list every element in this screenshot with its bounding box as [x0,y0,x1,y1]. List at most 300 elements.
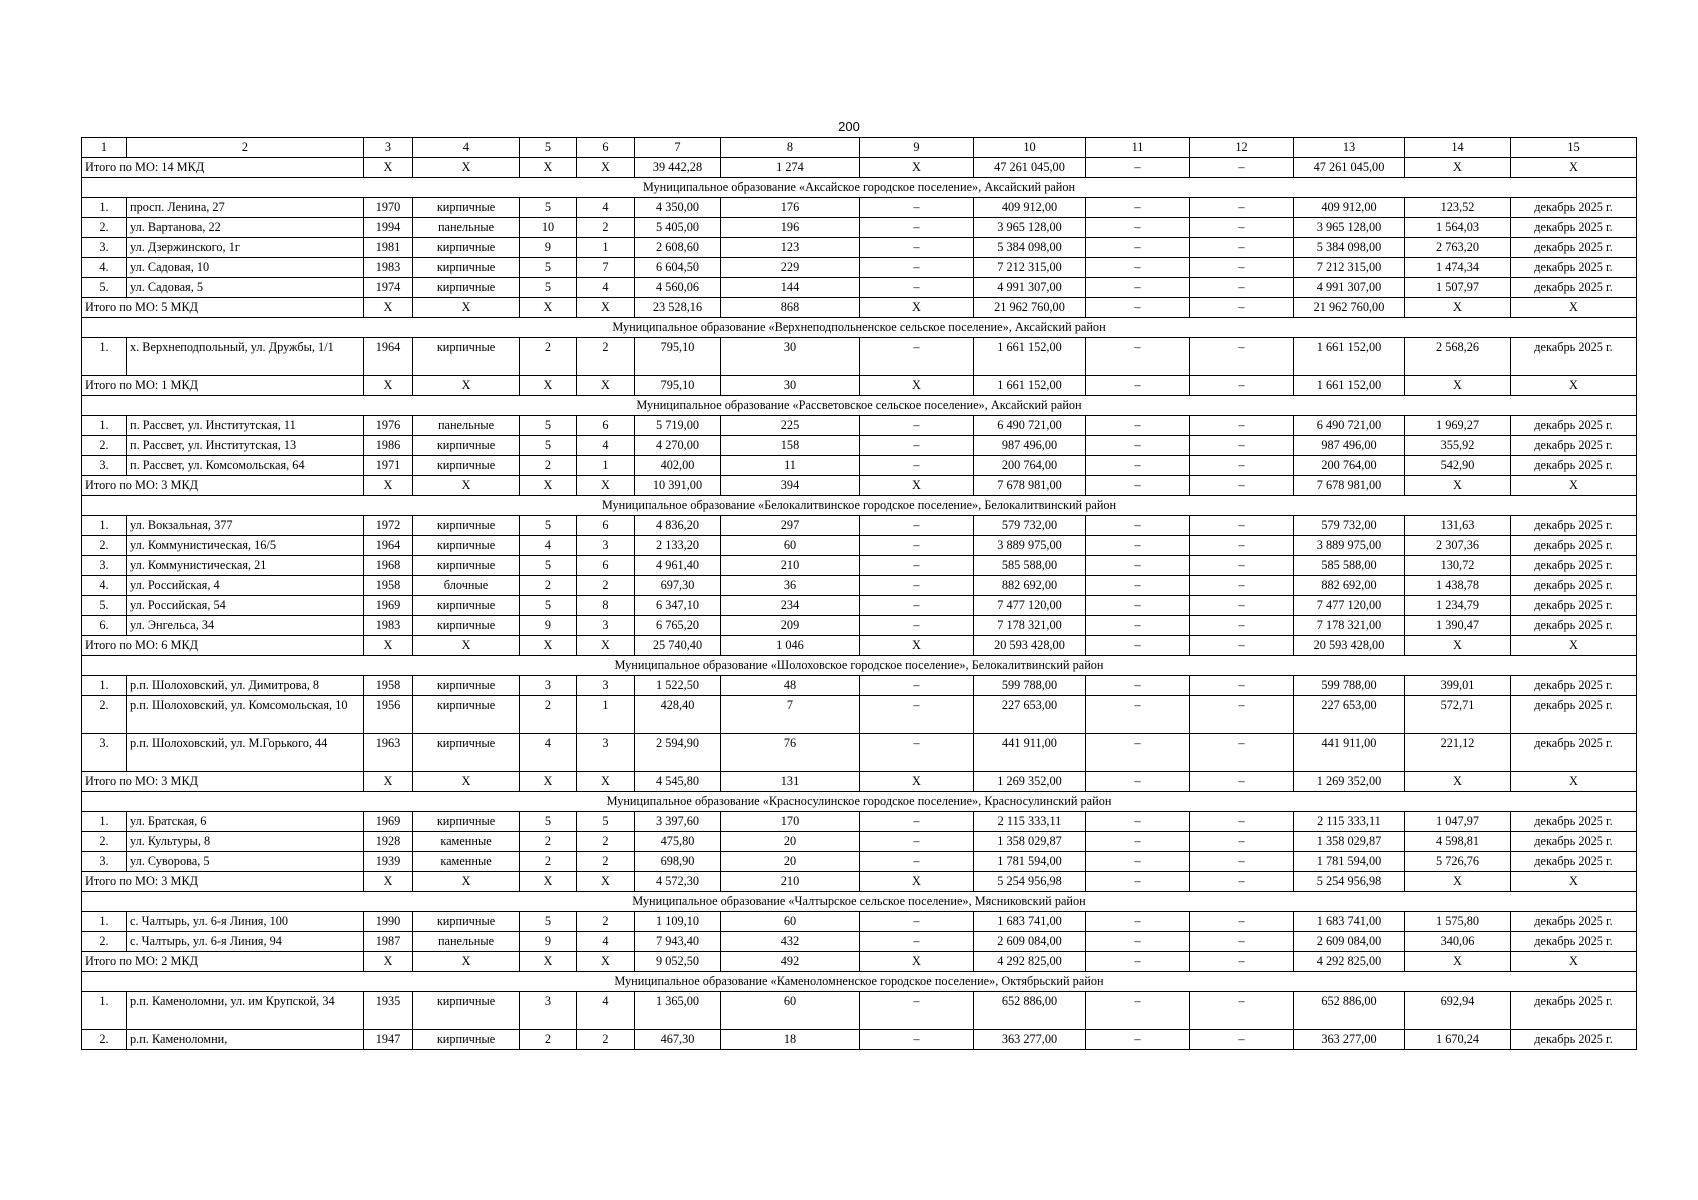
data-cell: 6 604,50 [635,258,721,278]
section-title: Муниципальное образование «Шолоховское городское поселение», Белокалитвинский район [82,656,1637,676]
data-cell: – [1190,416,1294,436]
data-cell: 4 350,00 [635,198,721,218]
data-cell: 221,12 [1405,734,1511,772]
total-cell: X [364,476,413,496]
total-cell: 7 678 981,00 [1294,476,1405,496]
data-cell: – [860,258,974,278]
data-cell: 3 [577,616,635,636]
data-cell: 5 384 098,00 [974,238,1086,258]
data-cell: 1956 [364,696,413,734]
data-cell: 2 609 084,00 [974,932,1086,952]
data-cell: кирпичные [413,992,520,1030]
data-cell: 1 683 741,00 [1294,912,1405,932]
total-cell: X [1405,298,1511,318]
data-cell: – [1086,576,1190,596]
row-number: 2. [82,536,127,556]
data-cell: – [1190,932,1294,952]
total-cell: – [1190,298,1294,318]
data-cell: – [860,576,974,596]
total-row [82,476,1637,496]
column-number-cell: 3 [364,138,413,158]
total-cell: – [1086,872,1190,892]
data-cell: 123 [721,238,860,258]
total-cell: X [413,376,520,396]
total-cell: X [577,158,635,178]
data-cell: 692,94 [1405,992,1511,1030]
data-cell: – [860,278,974,298]
total-cell: 4 545,80 [635,772,721,792]
data-cell: 2 568,26 [1405,338,1511,376]
data-cell: 363 277,00 [974,1030,1086,1050]
total-cell: 4 572,30 [635,872,721,892]
data-cell: – [1190,696,1294,734]
data-cell: кирпичные [413,238,520,258]
total-cell: 1 269 352,00 [1294,772,1405,792]
data-cell: – [1086,676,1190,696]
total-cell: X [364,158,413,178]
row-number: 6. [82,616,127,636]
data-cell: 1939 [364,852,413,872]
data-cell: – [1086,416,1190,436]
column-number-cell: 10 [974,138,1086,158]
column-number-cell: 15 [1511,138,1637,158]
data-cell: кирпичные [413,436,520,456]
table-row [82,676,1637,696]
data-cell: декабрь 2025 г. [1511,238,1637,258]
data-cell: – [1190,812,1294,832]
total-cell: X [413,298,520,318]
data-cell: – [1086,556,1190,576]
section-title: Муниципальное образование «Верхнеподпольненское сельское поселение», Аксайский район [82,318,1637,338]
data-cell: 4 598,81 [1405,832,1511,852]
data-cell: 5 [520,198,577,218]
row-number: 3. [82,734,127,772]
column-number-cell: 12 [1190,138,1294,158]
address-cell: р.п. Шолоховский, ул. Комсомольская, 10 [127,696,364,734]
data-cell: – [1190,676,1294,696]
data-cell: 1 522,50 [635,676,721,696]
data-cell: – [860,1030,974,1050]
address-cell: х. Верхнеподпольный, ул. Дружбы, 1/1 [127,338,364,376]
section-row [82,656,1637,676]
data-cell: 1958 [364,676,413,696]
total-cell: 4 292 825,00 [974,952,1086,972]
data-cell: 1972 [364,516,413,536]
total-cell: X [364,952,413,972]
data-cell: 355,92 [1405,436,1511,456]
data-cell: 3 [577,536,635,556]
column-number-cell: 2 [127,138,364,158]
data-cell: – [1190,1030,1294,1050]
data-cell: – [860,238,974,258]
total-cell: 868 [721,298,860,318]
data-cell: 234 [721,596,860,616]
data-cell: – [1190,536,1294,556]
data-cell: 5 [520,556,577,576]
data-cell: – [860,676,974,696]
row-number: 2. [82,1030,127,1050]
data-cell: – [860,912,974,932]
total-label: Итого по МО: 3 МКД [82,772,364,792]
row-number: 2. [82,832,127,852]
data-cell: 227 653,00 [974,696,1086,734]
row-number: 3. [82,556,127,576]
data-cell: 1994 [364,218,413,238]
data-cell: кирпичные [413,556,520,576]
data-cell: 599 788,00 [974,676,1086,696]
data-cell: 1981 [364,238,413,258]
data-cell: – [1190,338,1294,376]
data-cell: – [1086,238,1190,258]
address-cell: ул. Вартанова, 22 [127,218,364,238]
section-title: Муниципальное образование «Каменоломненское городское поселение», Октябрьский район [82,972,1637,992]
data-cell: 60 [721,536,860,556]
data-cell: 4 [577,198,635,218]
address-cell: ул. Садовая, 10 [127,258,364,278]
data-cell: кирпичные [413,676,520,696]
total-cell: X [577,952,635,972]
total-cell: 21 962 760,00 [974,298,1086,318]
data-cell: 11 [721,456,860,476]
data-cell: 2 [577,1030,635,1050]
total-cell: – [1086,772,1190,792]
data-cell: декабрь 2025 г. [1511,676,1637,696]
section-row [82,792,1637,812]
data-cell: – [860,696,974,734]
data-cell: кирпичные [413,278,520,298]
data-cell: – [1190,596,1294,616]
table-row [82,278,1637,298]
total-cell: X [520,376,577,396]
column-number-cell: 1 [82,138,127,158]
data-cell: – [1086,616,1190,636]
column-number-row [82,138,1637,158]
data-cell: 1983 [364,616,413,636]
data-cell: 987 496,00 [974,436,1086,456]
total-cell: X [577,298,635,318]
total-cell: – [1190,772,1294,792]
total-row [82,158,1637,178]
data-cell: декабрь 2025 г. [1511,416,1637,436]
data-cell: 3 397,60 [635,812,721,832]
total-cell: X [860,158,974,178]
data-cell: 599 788,00 [1294,676,1405,696]
row-number: 3. [82,852,127,872]
data-cell: 1964 [364,338,413,376]
data-cell: 1 358 029,87 [1294,832,1405,852]
data-cell: 2 [520,576,577,596]
data-cell: 697,30 [635,576,721,596]
table-row [82,932,1637,952]
table-row [82,596,1637,616]
data-cell: 1 683 741,00 [974,912,1086,932]
table-row [82,238,1637,258]
total-cell: X [860,952,974,972]
total-cell: 20 593 428,00 [1294,636,1405,656]
data-cell: декабрь 2025 г. [1511,536,1637,556]
data-cell: 441 911,00 [974,734,1086,772]
table-row [82,338,1637,376]
total-cell: X [1405,952,1511,972]
data-cell: 1 234,79 [1405,596,1511,616]
total-cell: X [577,772,635,792]
total-cell: X [577,872,635,892]
data-cell: декабрь 2025 г. [1511,992,1637,1030]
data-cell: 1969 [364,812,413,832]
total-cell: 10 391,00 [635,476,721,496]
data-cell: – [1086,338,1190,376]
data-cell: 1 [577,238,635,258]
data-cell: 1976 [364,416,413,436]
total-cell: 39 442,28 [635,158,721,178]
data-cell: 2 115 333,11 [1294,812,1405,832]
data-cell: кирпичные [413,338,520,376]
data-cell: 363 277,00 [1294,1030,1405,1050]
data-cell: 6 347,10 [635,596,721,616]
total-cell: X [413,872,520,892]
data-cell: 698,90 [635,852,721,872]
total-cell: 795,10 [635,376,721,396]
address-cell: ул. Дзержинского, 1г [127,238,364,258]
data-cell: 2 307,36 [1405,536,1511,556]
data-cell: 1928 [364,832,413,852]
row-number: 1. [82,516,127,536]
total-cell: 20 593 428,00 [974,636,1086,656]
column-number-cell: 4 [413,138,520,158]
section-title: Муниципальное образование «Белокалитвинское городское поселение», Белокалитвинский район [82,496,1637,516]
total-cell: X [577,636,635,656]
total-cell: X [364,298,413,318]
data-cell: – [1086,456,1190,476]
data-cell: 20 [721,852,860,872]
row-number: 1. [82,676,127,696]
data-cell: декабрь 2025 г. [1511,456,1637,476]
data-cell: 1935 [364,992,413,1030]
data-cell: 5 [520,416,577,436]
total-cell: 1 661 152,00 [974,376,1086,396]
data-cell: 467,30 [635,1030,721,1050]
data-cell: 9 [520,238,577,258]
data-cell: 130,72 [1405,556,1511,576]
data-cell: декабрь 2025 г. [1511,556,1637,576]
data-cell: кирпичные [413,696,520,734]
data-cell: 1 781 594,00 [974,852,1086,872]
column-number-cell: 13 [1294,138,1405,158]
data-cell: 987 496,00 [1294,436,1405,456]
address-cell: просп. Ленина, 27 [127,198,364,218]
data-cell: 1 365,00 [635,992,721,1030]
data-cell: 1 507,97 [1405,278,1511,298]
data-cell: 5 [520,912,577,932]
data-cell: – [860,734,974,772]
data-cell: – [1190,992,1294,1030]
data-cell: – [1086,696,1190,734]
data-cell: – [1190,516,1294,536]
data-cell: 1963 [364,734,413,772]
table-row [82,576,1637,596]
data-cell: декабрь 2025 г. [1511,436,1637,456]
data-cell: – [1190,556,1294,576]
data-cell: 7 943,40 [635,932,721,952]
data-cell: 158 [721,436,860,456]
data-cell: 3 [577,676,635,696]
data-cell: 2 [577,576,635,596]
data-cell: – [1086,516,1190,536]
total-cell: X [577,476,635,496]
data-cell: 3 965 128,00 [974,218,1086,238]
data-cell: декабрь 2025 г. [1511,852,1637,872]
total-cell: X [520,298,577,318]
data-cell: 7 178 321,00 [1294,616,1405,636]
data-cell: 572,71 [1405,696,1511,734]
data-cell: 2 [577,832,635,852]
data-cell: декабрь 2025 г. [1511,218,1637,238]
data-cell: 2 [577,338,635,376]
table-row [82,198,1637,218]
total-cell: X [1511,636,1637,656]
data-cell: 585 588,00 [1294,556,1405,576]
data-cell: 200 764,00 [1294,456,1405,476]
data-cell: панельные [413,932,520,952]
address-cell: р.п. Шолоховский, ул. М.Горького, 44 [127,734,364,772]
total-row [82,952,1637,972]
data-cell: кирпичные [413,536,520,556]
total-cell: 7 678 981,00 [974,476,1086,496]
data-cell: – [860,832,974,852]
total-cell: 21 962 760,00 [1294,298,1405,318]
data-cell: декабрь 2025 г. [1511,338,1637,376]
column-number-cell: 9 [860,138,974,158]
data-cell: 4 270,00 [635,436,721,456]
address-cell: р.п. Каменоломни, [127,1030,364,1050]
data-cell: 1 047,97 [1405,812,1511,832]
total-cell: X [860,298,974,318]
total-cell: 394 [721,476,860,496]
total-cell: X [1405,772,1511,792]
total-cell: 23 528,16 [635,298,721,318]
total-cell: X [860,636,974,656]
data-cell: 131,63 [1405,516,1511,536]
data-cell: 432 [721,932,860,952]
total-cell: 9 052,50 [635,952,721,972]
row-number: 5. [82,278,127,298]
total-cell: 30 [721,376,860,396]
table-row [82,436,1637,456]
total-cell: X [1405,158,1511,178]
data-cell: 1 390,47 [1405,616,1511,636]
address-cell: ул. Садовая, 5 [127,278,364,298]
data-cell: – [1190,238,1294,258]
section-row [82,496,1637,516]
total-cell: X [1511,158,1637,178]
data-cell: 652 886,00 [1294,992,1405,1030]
table-row [82,218,1637,238]
data-cell: декабрь 2025 г. [1511,912,1637,932]
total-cell: X [520,772,577,792]
total-label: Итого по МО: 6 МКД [82,636,364,656]
data-cell: 579 732,00 [1294,516,1405,536]
total-cell: 1 661 152,00 [1294,376,1405,396]
data-cell: декабрь 2025 г. [1511,734,1637,772]
data-cell: 2 [520,338,577,376]
data-cell: 5 [577,812,635,832]
data-cell: 2 115 333,11 [974,812,1086,832]
row-number: 1. [82,992,127,1030]
data-cell: кирпичные [413,516,520,536]
data-cell: каменные [413,852,520,872]
data-cell: 3 [520,676,577,696]
data-cell: – [860,596,974,616]
data-cell: – [860,556,974,576]
data-cell: – [860,852,974,872]
data-cell: 5 405,00 [635,218,721,238]
column-number-cell: 14 [1405,138,1511,158]
address-cell: р.п. Шолоховский, ул. Димитрова, 8 [127,676,364,696]
total-cell: – [1190,872,1294,892]
data-cell: – [1086,258,1190,278]
data-cell: 20 [721,832,860,852]
data-cell: 1 781 594,00 [1294,852,1405,872]
data-cell: – [860,198,974,218]
data-cell: кирпичные [413,456,520,476]
data-cell: 2 608,60 [635,238,721,258]
table-row [82,832,1637,852]
table-row [82,556,1637,576]
data-cell: 4 [577,992,635,1030]
total-cell: – [1190,158,1294,178]
data-cell: 399,01 [1405,676,1511,696]
data-cell: 1 474,34 [1405,258,1511,278]
address-cell: п. Рассвет, ул. Комсомольская, 64 [127,456,364,476]
data-cell: – [1086,278,1190,298]
data-cell: 6 490 721,00 [974,416,1086,436]
column-number-cell: 7 [635,138,721,158]
data-cell: – [1086,198,1190,218]
row-number: 1. [82,912,127,932]
total-cell: 4 292 825,00 [1294,952,1405,972]
data-cell: 5 [520,812,577,832]
data-cell: 2 [520,1030,577,1050]
data-cell: 6 [577,516,635,536]
data-cell: 3 965 128,00 [1294,218,1405,238]
data-cell: 7 212 315,00 [1294,258,1405,278]
data-cell: – [1086,812,1190,832]
address-cell: п. Рассвет, ул. Институтская, 13 [127,436,364,456]
data-cell: 882 692,00 [1294,576,1405,596]
total-row [82,872,1637,892]
table-row [82,416,1637,436]
data-cell: декабрь 2025 г. [1511,516,1637,536]
data-cell: – [860,812,974,832]
data-cell: 7 212 315,00 [974,258,1086,278]
total-cell: – [1190,952,1294,972]
section-row [82,318,1637,338]
data-cell: 4 [577,436,635,456]
total-cell: – [1086,952,1190,972]
data-cell: 5 384 098,00 [1294,238,1405,258]
total-cell: 210 [721,872,860,892]
section-row [82,972,1637,992]
section-title: Муниципальное образование «Аксайское городское поселение», Аксайский район [82,178,1637,198]
data-cell: – [1190,218,1294,238]
data-cell: 7 477 120,00 [974,596,1086,616]
data-cell: 1964 [364,536,413,556]
data-cell: 475,80 [635,832,721,852]
total-cell: 492 [721,952,860,972]
section-row [82,178,1637,198]
data-cell: кирпичные [413,812,520,832]
data-cell: 10 [520,218,577,238]
